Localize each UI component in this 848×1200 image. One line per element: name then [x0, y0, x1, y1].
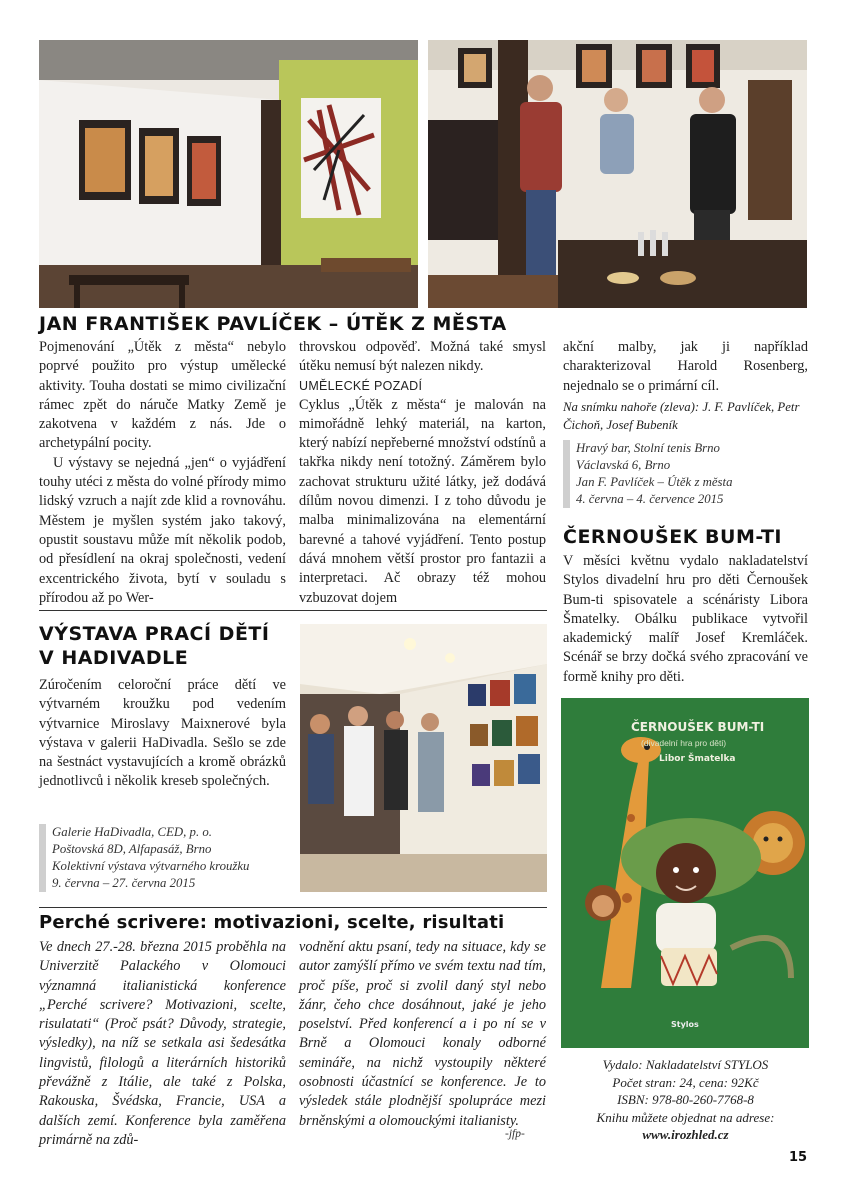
article1-subheading: UMĚLECKÉ POZADÍ: [299, 378, 423, 393]
book-cover-title: ČERNOUŠEK BUM-TI: [631, 720, 765, 734]
info-line: Galerie HaDivadla, CED, p. o.: [52, 825, 212, 839]
article-title-hadivadlo: [39, 622, 269, 670]
info-line: Václavská 6, Brno: [576, 458, 671, 472]
info-line: Hravý bar, Stolní tenis Brno: [576, 441, 720, 455]
article2-body: Zúročením celoroční práce dětí ve výtvarném kroužku pod vedením výtvarnice Miroslavy Maixnerové byla výstava v galerii HaDivadla. Sešlo se zde na šestnáct vystavujících a kromě obrázků jednotlivců i několik kreseb společných.: [39, 677, 286, 790]
book-info-line: ISBN: 978-80-260-7768-8: [617, 1092, 754, 1107]
info-line: 9. června – 27. června 2015: [52, 876, 196, 890]
article3-body: V měsíci květnu vydalo nakladatelství Stylos divadelní hru pro děti Černoušek Bum-ti spisovatele a scénáristy Libora Šmatelky. Obálku publikace vytvořil akademický malíř Josef Kremláček. Scénář se brzy dočká svého zpracování ve formě knihy pro děti.: [563, 553, 808, 685]
article1-paragraph: Cyklus „Útěk z města“ je malován na mimořádně lehký materiál, na karton, který nabízí nepřeberné množství odstínů a takřka nikdy není totožný. Záměrem bylo zachovat strukturu užité látky, jež dodává dílům novou dimenzi. I z toho důvodu je malba minimalizována na elementární barevné a tahové vyjádření. Tento postup dává mnohem větší prostor pro fantazii a interpretaci. Ač obrazy též mohou vzbuzovat dojem: [299, 396, 546, 606]
section-divider: [39, 610, 547, 611]
event-info-box-hadivadlo: [39, 824, 292, 892]
article4-signature: -jfp-: [505, 1128, 525, 1140]
article4-column2: vodnění aktu psaní, tedy na situace, kdy se autor zamýšlí přímo ve svém textu nad tím, proč píše, proč si zvolil daný styl nebo žánr, čeho chce dosáhnout, jaké je jeho poselství. Před konferencí a i po ní se v Brně a Olomouci konaly odborné semináře, na nichž vystoupily některé osobnosti účastnící se konference. Je to výsledek stále plodnější spolupráce mezi brněnskými a olomouckými italianisty.: [299, 939, 546, 1129]
book-info: [563, 1056, 808, 1144]
book-cover-author: Libor Šmatelka: [659, 754, 736, 764]
article1-paragraph: throvskou odpověď. Možná také smysl útěku nemusí být nalezen nikdy.: [299, 339, 546, 375]
section-divider: [39, 907, 547, 908]
book-cover-subtitle: (divadelní hra pro děti): [641, 738, 727, 748]
page-number: 15: [789, 1150, 808, 1165]
article-title-perche-scrivere: Perché scrivere: motivazioni, scelte, risultati: [39, 912, 505, 933]
book-info-line: Vydalo: Nakladatelství STYLOS: [602, 1057, 769, 1072]
article1-column1: [39, 338, 286, 608]
book-info-line: Knihu můžete objednat na adrese:: [596, 1109, 775, 1125]
order-link[interactable]: www.irozhled.cz: [642, 1127, 729, 1142]
article1-paragraph: U výstavy se nejedná „jen“ o vyjádření touhy utéci z města do volné přírody mimo lidský vzruch a najít zde klid a rovnováhu. Městem je myšlen systém jako takový, opustit soustavu může mít několik podob, od přesídlení na okraj společnosti, vedení excentrického života, bytí v souladu s přírodou až po Wer-: [39, 454, 286, 606]
photo-gallery-room: [39, 40, 418, 308]
article-title-line: VÝSTAVA PRACÍ DĚTÍ: [39, 623, 270, 645]
info-line: 4. června – 4. července 2015: [576, 492, 724, 506]
book-cover: [561, 698, 809, 1048]
article-title-pavlicek: JAN FRANTIŠEK PAVLÍČEK – ÚTĚK Z MĚSTA: [39, 313, 507, 335]
info-line: Jan F. Pavlíček – Útěk z města: [576, 475, 733, 489]
article1-paragraph: Pojmenování „Útěk z města“ nebylo poprvé použito pro výstup umělecké aktivity. Touha dostati se mimo civilizační rámec zpět do náruče Matky Země je zakotvena v každém z nás. Jde o archetypální pocity.: [39, 339, 286, 452]
article1-paragraph: akční malby, jak ji například charakterizoval Harold Rosenberg, nejednalo se o primární cíl.: [563, 339, 808, 394]
book-info-line: Počet stran: 24, cena: 92Kč: [612, 1074, 759, 1090]
photo-children-exhibition: [300, 624, 547, 892]
photo-artists-group: [428, 40, 807, 308]
info-line: Poštovská 8D, Alfapasáž, Brno: [52, 842, 212, 856]
article-title-line: V HADIVADLE: [39, 647, 189, 669]
article4-column1: Ve dnech 27.-28. března 2015 proběhla na Univerzitě Palackého v Olomouci významná italianistická konference „Perché scrivere? Motivazioni, scelte, risulatati“ (Proč psát? Důvody, strategie, výsledky), na níž se setkala asi šedesátka lingvistů, filologů a literárních historiků převážně z Itálie, ale také z Polska, Rakouska, Švédska, Francie, USA a dalších zemí. Konference byla zaměřena primárně na zdů-: [39, 939, 286, 1148]
info-line: Kolektivní výstava výtvarného kroužku: [52, 859, 250, 873]
photo-caption: Na snímku nahoře (zleva): J. F. Pavlíček, Petr Čichoň, Josef Bubeník: [563, 399, 800, 432]
article1-column3: [563, 338, 808, 434]
book-cover-publisher: Stylos: [671, 1020, 699, 1029]
article1-column2: [299, 338, 546, 608]
article-title-cernousek: ČERNOUŠEK BUM-TI: [563, 526, 782, 548]
event-info-box-pavlicek: [563, 440, 812, 508]
